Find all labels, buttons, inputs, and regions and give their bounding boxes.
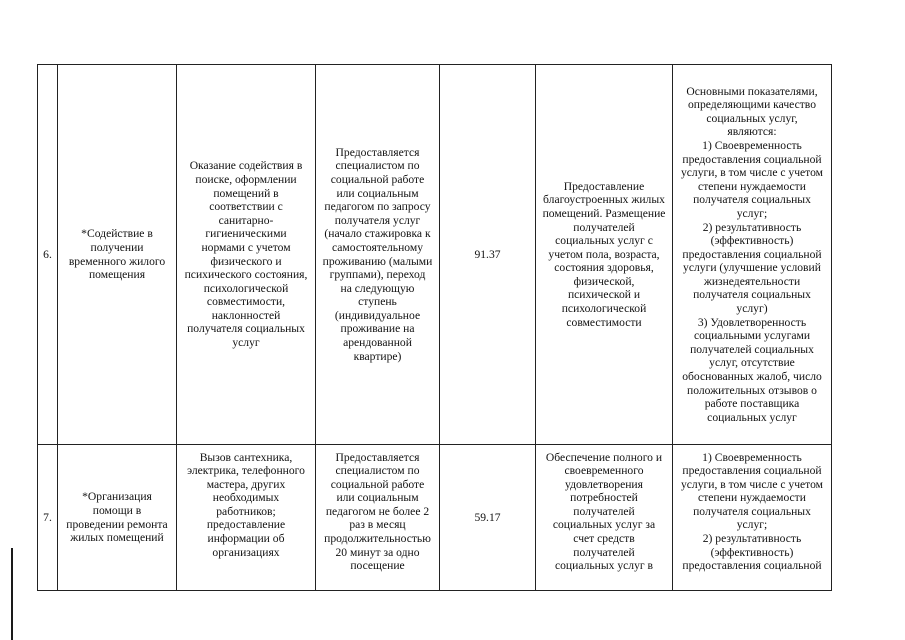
service-quality: 1) Своевременность предоставления социальной услуги, в том числе с учетом степени нуждаемости получателя социальных услуг; 2) результативность (эффективность) предоставления социальной <box>680 450 824 573</box>
scan-edge-mark <box>11 548 13 640</box>
table-row <box>38 65 832 445</box>
service-description: Вызов сантехника, электрика, телефонного мастера, других необходимых работников; предоставление информации об организациях <box>187 450 305 559</box>
service-name-cell <box>58 65 177 445</box>
row-number-cell <box>38 65 58 445</box>
service-name: *Содействие в получении временного жилого помещения <box>68 227 166 282</box>
service-provision-cell <box>316 65 440 445</box>
service-name: *Организация помощи в проведении ремонта жилых помещений <box>66 490 168 545</box>
service-provision: Предоставляется специалистом по социальной работе или социальным педагогом не более 2 раз в месяц продолжительностью 20 минут за одно посещение <box>324 450 431 573</box>
service-conditions: Предоставление благоустроенных жилых помещений. Размещение получателей социальных услуг с учетом пола, возраста, состояния здоровья, физической, психической и психологической совместимости <box>542 179 666 329</box>
service-tariff: 59.17 <box>474 510 501 524</box>
service-conditions-cell <box>536 445 673 591</box>
service-quality: Основными показателями, определяющими качество социальных услуг, являются: 1) Своевременность предоставления социальной услуги, в том числе с учетом степени нуждаемости получателя социальных услуг; 2) результативность (эффективность) предоставления социальной услуги (улучшение условий жизнедеятельности получателя социальных услуг) 3) Удовлетворенность социальными услугами получателей социальных услуг, отсутствие обоснованных жалоб, число положительных отзывов о работе поставщика социальных услуг <box>680 84 824 424</box>
service-quality-cell <box>673 65 832 445</box>
service-description-cell <box>177 445 316 591</box>
service-description-cell <box>177 65 316 445</box>
service-conditions: Обеспечение полного и своевременного удовлетворения потребностей получателей социальных услуг за счет средств получателей социальных услуг в <box>545 450 663 573</box>
row-number: 6. <box>43 247 52 261</box>
service-description: Оказание содействия в поиске, оформлении помещений в соответствии с санитарно- гигиеническими нормами с учетом физического и психического состояния, психологической совместимости, наклонностей получателя социальных услуг <box>184 159 308 350</box>
service-tariff: 91.37 <box>474 247 501 261</box>
row-number-cell <box>38 445 58 591</box>
service-name-cell <box>58 445 177 591</box>
service-tariff-cell <box>440 65 536 445</box>
service-provision: Предоставляется специалистом по социальной работе или социальным педагогом по запросу получателя услуг (начало стажировка к самостоятельному проживанию (малыми группами), переход на следующую ступень (индивидуальное проживание на арендованной квартире) <box>322 145 433 363</box>
table-row <box>38 445 832 591</box>
services-table <box>37 64 832 591</box>
service-quality-cell <box>673 445 832 591</box>
service-conditions-cell <box>536 65 673 445</box>
service-provision-cell <box>316 445 440 591</box>
service-tariff-cell <box>440 445 536 591</box>
row-number: 7. <box>43 510 52 524</box>
